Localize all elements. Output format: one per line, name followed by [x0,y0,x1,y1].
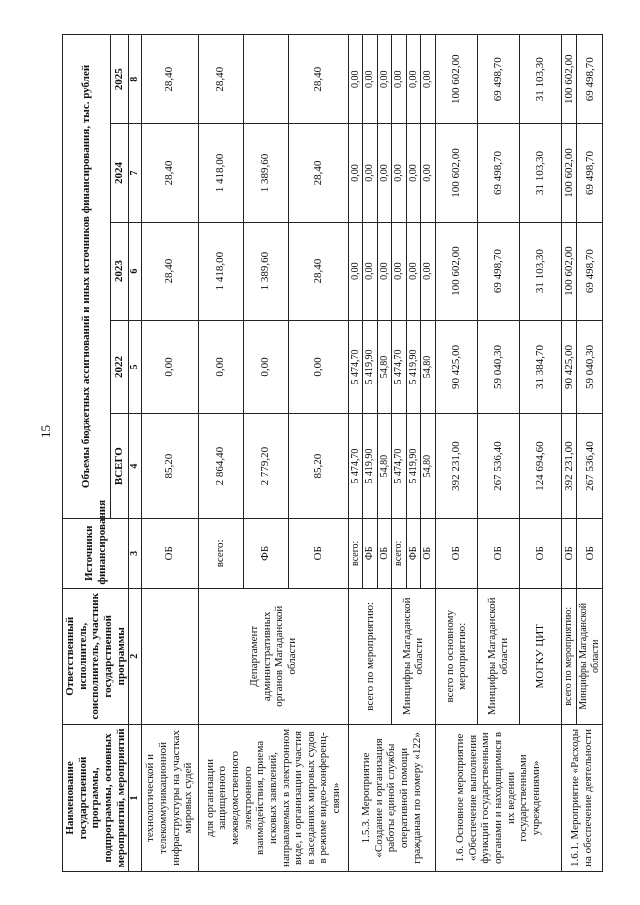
header-executor: Ответственный исполнитель, соисполнитель, участник государственной программы [63,588,129,724]
col-number: 5 [129,320,142,414]
value-2025: 28,40 [198,35,243,124]
value-2024: 0,00 [392,124,407,222]
value-2024: 28,40 [288,124,348,222]
row-source: всего: [198,518,243,588]
value-2024: 100 602,00 [561,124,577,222]
header-source: Источники финансирования [63,518,129,588]
row-executor: Департамент административных органов Магаданской области [198,588,348,724]
col-number: 4 [129,414,142,519]
value-2022: 59 040,30 [577,320,603,414]
row-source: всего: [392,518,407,588]
header-2025: 2025 [110,35,129,124]
row-source: ОБ [477,518,519,588]
value-2023: 31 103,30 [519,222,561,320]
col-number: 8 [129,35,142,124]
value-total: 5 419,90 [363,414,378,519]
value-2023: 28,40 [288,222,348,320]
value-2023: 1 389,60 [243,222,288,320]
row-executor: МОГКУ ЦИТ [519,588,561,724]
value-2024: 0,00 [406,124,421,222]
row-name: для организации защищенного межведомственного электронного взаимодействия, приема исковых заявлений, направляемых в электронном виде, и организации участия в заседаниях мировых судов в режиме видео-конференц-связи» [198,724,348,871]
row-source: ФБ [406,518,421,588]
row-source: всего: [348,518,363,588]
value-total: 85,20 [141,414,198,519]
row-source: ОБ [519,518,561,588]
value-2022: 0,00 [288,320,348,414]
value-2022: 5 419,90 [363,320,378,414]
header-total: ВСЕГО [110,414,129,519]
row-source: ФБ [363,518,378,588]
row-source: ОБ [577,518,603,588]
value-2022: 5 419,90 [406,320,421,414]
row-source: ФБ [243,518,288,588]
row-source: ОБ [561,518,577,588]
value-total: 2 864,40 [198,414,243,519]
value-2025: 69 498,70 [477,35,519,124]
value-2025: 0,00 [421,35,436,124]
value-2022: 5 474,70 [348,320,363,414]
value-total: 267 536,40 [477,414,519,519]
row-source: ОБ [435,518,477,588]
value-2022: 59 040,30 [477,320,519,414]
value-total: 85,20 [288,414,348,519]
value-total: 5 419,90 [406,414,421,519]
value-2025: 69 498,70 [577,35,603,124]
header-2024: 2024 [110,124,129,222]
row-executor: всего по мероприятию: [561,588,577,724]
value-total: 392 231,00 [435,414,477,519]
value-2023: 0,00 [348,222,363,320]
value-2024: 0,00 [348,124,363,222]
value-total: 124 694,60 [519,414,561,519]
value-2023: 100 602,00 [435,222,477,320]
value-2025: 0,00 [406,35,421,124]
value-2024: 0,00 [363,124,378,222]
value-2024: 0,00 [421,124,436,222]
value-2023: 0,00 [363,222,378,320]
value-2025: 0,00 [348,35,363,124]
value-2024: 69 498,70 [477,124,519,222]
value-2023: 0,00 [377,222,392,320]
page-number: 15 [38,425,53,438]
row-source: ОБ [288,518,348,588]
value-2023: 1 418,00 [198,222,243,320]
row-executor: Минцифры Магаданской области [577,588,603,724]
col-number: 7 [129,124,142,222]
col-number: 2 [129,588,142,724]
value-2024: 100 602,00 [435,124,477,222]
row-name: 1.6. Основное мероприятие «Обеспечение выполнения функций государственными органами и находящимися в их ведении государственными учреждениями» [435,724,561,871]
header-name: Наименование государственной программы, подпрограммы, основных мероприятий, мероприятий [63,724,129,871]
header-group: Объемы бюджетных ассигнований и иных источников финансирования, тыс. рублей [63,35,111,519]
value-2025: 31 103,30 [519,35,561,124]
value-total: 5 474,70 [348,414,363,519]
value-total: 54,80 [421,414,436,519]
value-total: 54,80 [377,414,392,519]
value-2023: 69 498,70 [577,222,603,320]
value-2025: 100 602,00 [561,35,577,124]
col-number: 3 [129,518,142,588]
budget-table [62,34,603,872]
value-2023: 0,00 [421,222,436,320]
value-2024: 1 389,60 [243,124,288,222]
row-source: ОБ [141,518,198,588]
value-2022: 54,80 [421,320,436,414]
row-executor: всего по мероприятию: [348,588,392,724]
value-2023: 0,00 [406,222,421,320]
value-2022: 0,00 [243,320,288,414]
value-total: 2 779,20 [243,414,288,519]
row-executor: всего по основному мероприятию: [435,588,477,724]
value-2025: 28,40 [141,35,198,124]
value-2022: 54,80 [377,320,392,414]
value-2023: 100 602,00 [561,222,577,320]
value-2022: 31 384,70 [519,320,561,414]
value-2025 [243,35,288,124]
row-name: технологической и телекоммуникационной инфраструктуры на участках мировых судей [141,724,198,871]
row-name: 1.6.1. Мероприятие «Расходы на обеспечение деятельности [561,724,603,871]
value-2024: 31 103,30 [519,124,561,222]
value-total: 267 536,40 [577,414,603,519]
row-name: 1.5.3. Мероприятие «Создание и организация работы единой службы оперативной помощи гражданам по номеру «122» [348,724,435,871]
value-2024: 0,00 [377,124,392,222]
row-source: ОБ [377,518,392,588]
value-2022: 0,00 [198,320,243,414]
row-executor [141,588,198,724]
value-2022: 90 425,00 [561,320,577,414]
value-2022: 0,00 [141,320,198,414]
value-2023: 28,40 [141,222,198,320]
value-2025: 0,00 [377,35,392,124]
value-2022: 5 474,70 [392,320,407,414]
value-total: 5 474,70 [392,414,407,519]
col-number: 6 [129,222,142,320]
row-executor: Минцифры Магаданской области [392,588,436,724]
value-total: 392 231,00 [561,414,577,519]
value-2024: 28,40 [141,124,198,222]
value-2023: 69 498,70 [477,222,519,320]
row-source: ОБ [421,518,436,588]
value-2024: 69 498,70 [577,124,603,222]
col-number: 1 [129,724,142,871]
header-2022: 2022 [110,320,129,414]
value-2025: 0,00 [363,35,378,124]
budget-table-rotated [62,34,601,872]
value-2025: 100 602,00 [435,35,477,124]
value-2023: 0,00 [392,222,407,320]
value-2025: 28,40 [288,35,348,124]
value-2025: 0,00 [392,35,407,124]
value-2022: 90 425,00 [435,320,477,414]
row-executor: Минцифры Магаданской области [477,588,519,724]
value-2024: 1 418,00 [198,124,243,222]
header-2023: 2023 [110,222,129,320]
